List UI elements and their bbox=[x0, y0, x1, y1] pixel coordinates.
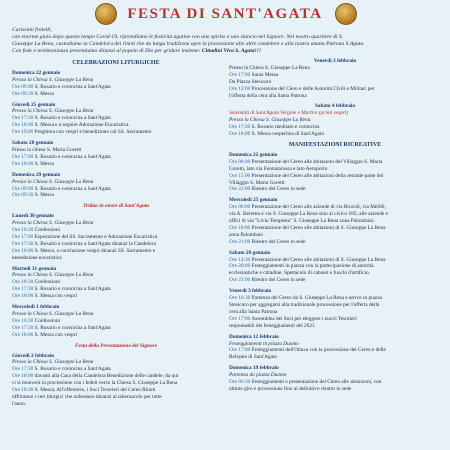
right-top-blocks bbox=[229, 58, 441, 138]
event-line: Solennità di Sant'Agata Vergine e Martire (primi vespri) bbox=[229, 110, 349, 117]
event-date: Domenica 19 febbraio bbox=[229, 365, 279, 372]
intro-line: con enorme gioia dopo questo tempo Covid-19, riprendiamo le festività agatine con uno spirito e uno slancio nel Signore. Nel nostro quartiere di S. bbox=[12, 34, 344, 40]
event-line: Ore 16:30 Confessioni bbox=[12, 227, 60, 234]
intro-text bbox=[12, 27, 440, 55]
event-date: Mercoledì 1 febbraio bbox=[12, 304, 60, 311]
intro-line: Carissimi fratelli, bbox=[12, 27, 52, 33]
event-line: Ore 14:30 Presentazione del Cereo alle abitazioni di S. Giuseppe La Rena bbox=[229, 256, 386, 263]
event-line: Ore 17:00 Assemblea dei Soci per eleggere i nuovi Tesorieri bbox=[229, 315, 357, 322]
event-line: Ore 17:30 S. Rosario e coroncina a Sant'Agata bbox=[12, 366, 111, 373]
event-line: Presso la Chiesa S. Giuseppe La Rena bbox=[229, 117, 311, 124]
event-block bbox=[12, 266, 220, 301]
event-line: Ore 18:00 S. Messa con vespri bbox=[12, 293, 78, 300]
event-line: Ore 20:00 Festeggiamenti in piazza con la partecipazione di autorità bbox=[229, 263, 374, 270]
seal-right-icon bbox=[335, 3, 357, 25]
page-title: FESTA DI SANT'AGATA bbox=[127, 6, 323, 22]
event-date: Venerdì 3 febbraio bbox=[313, 58, 357, 64]
event-line: Ore 17:30 S. Rosario e coroncina a Sant'Agata bbox=[12, 324, 111, 331]
event-line: Ore 18:00 S. Messa, a conclusione vespri dinanzi SS. Sacramento e bbox=[12, 247, 156, 254]
event-line: uffici di via "Livio Tempesta" S. Giuseppe La Rena zona Palombaio. bbox=[229, 218, 375, 225]
event-line: Ore 17:00 Esposizione del SS. Sacramento e Adorazione Eucaristica bbox=[12, 233, 158, 240]
event-line: Villaggio S. Maria Goretti bbox=[229, 179, 285, 186]
event-line: Presso la Chiesa S. Giuseppe La Rena bbox=[12, 359, 94, 366]
intro-line: Con fede e testimonianza presentiamo dinanzi al popolo di Dio per gridare insieme: Cittadini Viva S. Agata!!! bbox=[12, 48, 262, 54]
event-line: Ore 21:00 Rientro del Cereo in sede bbox=[229, 238, 306, 245]
section-title-ricreative: MANIFESTAZIONI RICREATIVE bbox=[288, 141, 382, 148]
event-line: Stesicoro per aggregarsi alla tradizionale processione per l'offerta della bbox=[229, 302, 380, 308]
event-line: Ore 09:30 S. Messa bbox=[12, 90, 54, 97]
event-date: Giovedì 2 febbraio bbox=[12, 352, 55, 359]
event-line: Ore 17:00 S. Rosario e coroncina a Sant'Agata bbox=[12, 153, 111, 160]
event-line: Ore 16:30 Confessioni bbox=[12, 279, 60, 286]
event-block bbox=[229, 152, 441, 193]
event-line: Ore 19:00 Preghiera con vespri e benedizione col SS. Sacramento bbox=[12, 129, 152, 136]
event-line: Ore 18:00 S. Messa con vespri bbox=[12, 331, 78, 338]
event-line: Partenza da piazza Duomo bbox=[229, 372, 287, 379]
event-line: Presso la Chiesa S. Giuseppe La Rena bbox=[12, 108, 94, 115]
event-line: Ore 16:30 Partenza del Cereo da S. Giuseppe La Rena e arrivo in piazza bbox=[229, 295, 382, 302]
event-block bbox=[229, 197, 441, 245]
event-block bbox=[12, 304, 220, 339]
event-block bbox=[12, 213, 220, 261]
event-line: Ore 18:00 S. Messa e a seguire Adorazione Eucaristica. bbox=[12, 122, 130, 129]
event-block bbox=[12, 353, 220, 408]
event-block bbox=[229, 288, 441, 329]
right-column bbox=[229, 58, 441, 397]
event-line: cera alla Santa Patrona bbox=[229, 308, 278, 315]
event-line: Ore 18:00 S. Messa vespertina di Sant'Agata bbox=[229, 131, 324, 138]
event-line: Ore 09:30 S. Messa bbox=[12, 192, 54, 199]
event-date: Domenica 29 gennaio bbox=[12, 171, 61, 178]
event-line: Ore 18:00 S. Messa bbox=[12, 160, 54, 167]
event-line: Presso la Chiesa S. Giuseppe La Rena bbox=[12, 220, 94, 227]
event-block bbox=[229, 103, 441, 138]
recreational-blocks bbox=[229, 152, 441, 393]
event-line: Ore 17:00 Festeggiamenti dell'Ottava con la processione del Cereo e delle bbox=[229, 347, 386, 354]
event-line: responsabili dei festeggiamenti del 2023 bbox=[229, 322, 315, 329]
event-block bbox=[229, 250, 441, 285]
event-line: l'offerta della cera alla Santa Patrona bbox=[229, 92, 307, 99]
event-date: Venerdì 3 febbraio bbox=[229, 288, 272, 295]
event-line: Presso la Chiesa S. Giuseppe La Rena bbox=[229, 64, 310, 71]
event-line: Presso la Chiesa S. Giuseppe La Rena bbox=[12, 272, 94, 279]
event-line: Ore 08:00 Presentazione del Cereo alle aziende di via Brucoli, via Melilli, bbox=[229, 204, 386, 211]
presentazione-block bbox=[12, 353, 220, 408]
section-title-liturgiche: CELEBRAZIONI LITURGICHE bbox=[72, 60, 160, 66]
event-line: Da Piazza Stesicoro bbox=[229, 78, 272, 85]
event-date: Giovedì 25 gennaio bbox=[12, 101, 56, 108]
event-line: Ore 15:00 Presentazione del Cereo alle abitazioni della restante parte del bbox=[229, 172, 384, 179]
event-line: Festeggiamenti in piazza Duomo bbox=[229, 340, 299, 347]
event-line: Ore 22:00 Rientro del Cereo in sede bbox=[229, 186, 306, 193]
event-line: Ore 09:00 S. Rosario e coroncina a Sant'Agata bbox=[12, 83, 111, 90]
event-line: Ore 18:00 davanti alla Casa della Candelora Benedizione delle candele; da qui bbox=[12, 373, 179, 380]
triduo-title: Triduo in onore di Sant'Agata bbox=[83, 203, 149, 210]
event-line: Ore 22:00 Rientro del Cereo in sede bbox=[229, 277, 306, 284]
event-line: Goretti, lato via Fontanarossa e lato Aeroporto bbox=[229, 165, 328, 172]
event-line: Presso la Chiesa S. Giuseppe La Rena bbox=[12, 76, 94, 83]
event-line: Ore 16:30 Confessioni bbox=[12, 317, 60, 324]
event-line: via A. Berretta e via S. Giuseppe La Rena sino al civico 185; alle aziende e bbox=[229, 211, 388, 218]
event-block bbox=[12, 102, 220, 137]
event-line: Reliquie di Sant'Agata bbox=[229, 354, 277, 361]
event-block bbox=[12, 140, 220, 168]
event-block bbox=[229, 334, 441, 362]
liturgical-blocks bbox=[12, 70, 220, 199]
event-date: Martedì 31 gennaio bbox=[12, 265, 57, 272]
event-block bbox=[12, 70, 220, 98]
event-line: Ore 17:30 S. Rosario meditato e coroncina bbox=[229, 124, 320, 131]
event-line: Ore 17:30 S. Rosario e coroncina a Sant'Agata dinanzi la Candelora bbox=[12, 240, 156, 247]
event-line: Ore 17:30 S. Rosario e coroncina a Sant'Agata bbox=[12, 115, 111, 122]
event-line: Ore 17:00 Santa Messa bbox=[229, 71, 279, 78]
event-block bbox=[229, 365, 441, 393]
left-column bbox=[12, 58, 220, 412]
event-date: Mercoledì 25 gennaio bbox=[229, 197, 278, 204]
event-line: Ore 08:00 Presentazione del Cereo alle abitazioni del Villaggio S. Maria bbox=[229, 158, 383, 165]
triduo-blocks bbox=[12, 213, 220, 338]
event-line: ci si muoverà in processione con i fedeli verso la Chiesa S. Giuseppe La Rena bbox=[12, 380, 178, 387]
intro-line: Giuseppe La Rena, custodiamo la Candelora dei rinoti che da lunga tradizione apre la processione alle altre candelore e alla nostra amata Patrona S.Agata. bbox=[12, 41, 365, 47]
event-line: Presso la Chiesa S. Giuseppe La Rena bbox=[12, 178, 94, 185]
event-line: Presso la Chiesa S. Giuseppe La Rena bbox=[12, 311, 94, 317]
event-block bbox=[12, 172, 220, 200]
event-line: ultimo giro e processione fino al definitivo rientro in sede bbox=[229, 385, 352, 392]
event-date: Sabato 4 febbraio bbox=[314, 103, 356, 110]
event-date: Domenica 12 febbraio bbox=[229, 333, 279, 340]
event-line: offriranno i ceri liturgici che arderanno dinanzi al tabernacolo per tutto bbox=[12, 393, 162, 400]
event-line: ecclesiastiche e cittadine. Spettacolo di cabaret e fuochi d'artificio. bbox=[229, 270, 370, 277]
event-date: Domenica 22 gennaio bbox=[229, 151, 278, 158]
event-date: Lunedì 30 gennaio bbox=[12, 213, 54, 220]
event-line: Ore 06:30 Festeggiamenti e presentazione del Cereo alle abitazioni, con bbox=[229, 379, 382, 386]
event-line: Presso la chiesa S. Maria Goretti bbox=[12, 146, 82, 153]
event-block bbox=[229, 58, 441, 99]
event-line: benedizione eucaristica bbox=[12, 254, 62, 261]
event-date: Domenica 22 gennaio bbox=[12, 69, 61, 76]
event-line: Ore 18:30 S. Messa; All'offertorio, i Soci Tesorieri del Cereo Rinoti bbox=[12, 387, 156, 394]
event-line: Ore 09:00 S. Rosario e coroncina a Sant'Agata bbox=[12, 185, 111, 192]
event-date: Sabato 28 gennaio bbox=[229, 249, 271, 256]
presentazione-title: Festa della Presentazione del Signore bbox=[74, 342, 158, 349]
event-line: l'anno. bbox=[12, 400, 27, 407]
event-line: zona Palombaio bbox=[229, 231, 263, 238]
event-line: Ore 12:00 Processione del Clero e delle Autorità Civili e Militari per bbox=[229, 85, 375, 92]
intro-motto: Cittadini Viva S. Agata!!! bbox=[201, 48, 262, 54]
event-line: Ore 17:30 S. Rosario e coroncina a Sant'Agata bbox=[12, 286, 111, 293]
event-line: Ore 18:00 Presentazione del Cereo alle abitazioni di S. Giuseppe La Rena bbox=[229, 224, 386, 231]
event-date: Sabato 28 gennaio bbox=[12, 140, 54, 147]
